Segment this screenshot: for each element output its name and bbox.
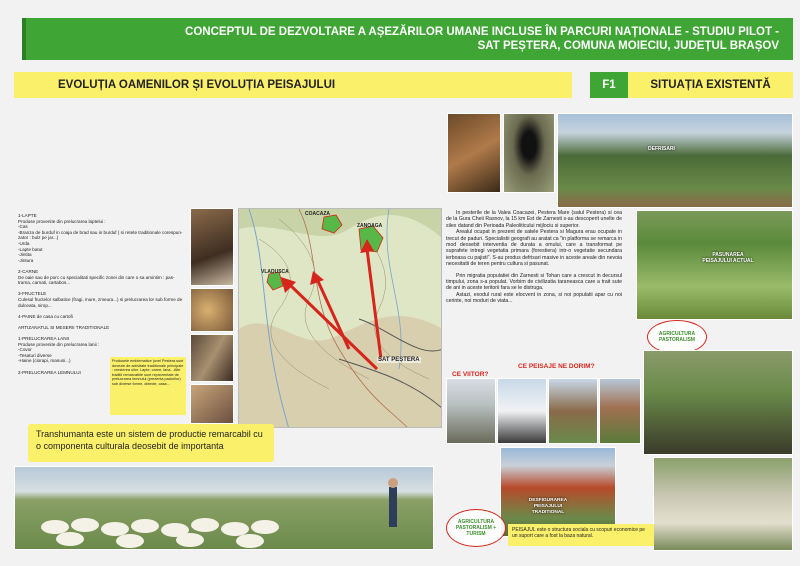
photo-chalet	[599, 378, 641, 444]
products-list-line: 1-LAPTE	[18, 213, 37, 218]
products-list-line: 2-PRELUCRAREA LEMNULUI	[18, 369, 81, 375]
photo-woman-weaving	[190, 334, 234, 382]
products-list-line: dulceata, sirop...	[18, 302, 52, 308]
page-title	[145, 18, 793, 60]
paragraph-2: Arealul ocupat in prezent de satele Pestera si Magura erau ocupate in trecut de paduri. Specialistii geografi au aratat ca "in platforma se remarca in mod deosebit interventia de durata a omului, care a transformat pe suprafete intregi vegetatia primara (forestiera) intr-o vegetatie secundara ierboasa cu pajisti". S-au produs defrisari masive in aceste areale din nevoia necesitatii de teren pentru cultura si pasunat.	[446, 229, 622, 268]
products-list-line: -Jintura	[18, 257, 34, 263]
peisajul-callout: PEISAJUL este o structura sociala cu scopuri economice pe un suport care a fost la baza natural.	[508, 524, 654, 546]
question-peisaje: CE PEISAJE NE DORIM?	[518, 363, 595, 370]
map-graphic	[239, 209, 442, 428]
photo-mountain-valley	[557, 113, 793, 208]
photo-pastries	[190, 288, 234, 332]
paragraph-3: Prin migratia populatiei din Zarnesti si Tohan care a crescut in decursul timpului, zona s-a populat. Vorbim de civilizatia taraneasca care a trait sute de ani in aceste teritorii fara se le distruga.	[446, 272, 622, 292]
products-list-line: Culesul fructelor salbatice (fragi, mure, zmeura...) si prelucrarea lor sub forme de	[18, 296, 183, 302]
section-title: EVOLUȚIA OAMENILOR ȘI EVOLUȚIA PEISAJULUI	[14, 72, 572, 98]
photo-shepherd-cow	[643, 350, 793, 455]
products-list-line: -Lapte batut	[18, 246, 43, 252]
products-list-line: Produse provenite din prelucrarea lanii :	[18, 341, 100, 347]
label-pasunare: PASUNAREA PEISAJULUI ACTUAL	[702, 252, 754, 264]
products-list-line: De oaie sau de porc cu specialitati specific zonei din care o sa amintim : pas-	[18, 274, 175, 280]
products-list-line: zator : bulz pe jar...)	[18, 235, 59, 241]
paragraph-4: Astazi, exodul rural este elocvent in zona, si noi populatii apar cu noi cerinte, noi moduri de viata...	[446, 291, 622, 305]
label-agri-past: AGRICULTURA PASTORALISM	[647, 320, 707, 354]
title-line-1: CONCEPTUL DE DEZVOLTARE A AȘEZĂRILOR UMANE INCLUSE ÎN PARCURI NAȚIONALE - STUDIU PILOT -	[185, 26, 779, 38]
products-list-line: 2-CARNE	[18, 268, 39, 274]
title-line-2: SAT PEȘTERA, COMUNA MOIECIU, JUDEȚUL BRAȘOV	[477, 40, 779, 52]
products-list-line: 1-PRELUCRAREA LANII	[18, 336, 70, 342]
photo-sheep-flock	[14, 466, 434, 550]
photo-sheep-close	[653, 457, 793, 551]
photo-snowmobile	[497, 378, 547, 444]
products-list-line: -Haine (ciorapi, manusi...)	[18, 358, 71, 364]
products-list-line: -Cas	[18, 224, 28, 230]
photo-wool	[190, 384, 234, 424]
products-list-line: trama, carnati, cartabos...	[18, 280, 71, 286]
state-label: SITUAȚIA EXISTENTĂ	[628, 72, 793, 98]
sheet-code: F1	[590, 72, 628, 98]
products-list-line: -Jintita	[18, 252, 32, 258]
question-viitor: CE VIITOR?	[452, 371, 489, 378]
photo-man-with-cheese	[190, 208, 234, 286]
label-defrisari: DEFRISARI	[648, 146, 675, 152]
label-desfigurarea: DESFIGURAREA PEISAJULUI TRADITIONAL	[528, 498, 568, 515]
products-list-line: 4-PAINE de casa cu cartofi	[18, 313, 73, 319]
products-list-line: 3-FRUCTELE	[18, 291, 47, 297]
transhumanta-callout: Transhumanta este un sistem de productie remarcabil cu o componenta culturala deosebit de importanta	[28, 424, 274, 462]
map-label-sat-pestera: SAT PEȘTERA	[378, 357, 420, 363]
photo-cave-man	[447, 113, 501, 193]
paragraph-1: In pesterile de la Valea Coacazei, Pestera Mare (satul Pestera) si cea de la Gura Cheii Rasnov, la 15 km Est de Zarnesti s-au descoperit unelte de silex datand din Perioada Paleoliticului mijlociu si superior.	[446, 210, 622, 229]
map-label-zanoaga: ZANOAGA	[357, 223, 383, 229]
map-label-coacaza: COACAZA	[305, 211, 330, 217]
photo-cave	[503, 113, 555, 193]
label-agri-past-turism: AGRICULTURA PASTORALISM + TURISM	[446, 509, 506, 547]
products-list-line: -Tesaturi diverse	[18, 352, 52, 358]
note-box: Produsele emblematice (ovei Pestera sunt dovezie de activitate traditionale principale : cresterea oilor. Lapte, carne, lana. -Alte traditii remarcabile sunt reprezentate de prelucrarea lemnului (prezenta padurilor) sub diverse forme, obiecte, casa...	[110, 357, 186, 415]
products-list-line: ARTIZANATUL SI MESERII TRADITIONALE	[18, 324, 110, 330]
products-list-line: -Branza de burduf in coaja de brad sau in burduf ( si retete traditionale corespun-	[18, 229, 183, 235]
map	[238, 208, 442, 428]
photo-pasture-landscape	[636, 210, 793, 320]
products-list-line: -Urda	[18, 240, 30, 246]
products-list-line: Produse provenite din prelucrarea laptelui :	[18, 218, 106, 224]
photo-old-village	[446, 378, 496, 444]
main-text	[446, 210, 622, 370]
sheep-graphic	[15, 467, 435, 551]
map-label-vladusca: VLADUSCA	[261, 269, 289, 275]
products-list-line: -Covor	[18, 347, 32, 353]
photo-guesthouse	[548, 378, 598, 444]
